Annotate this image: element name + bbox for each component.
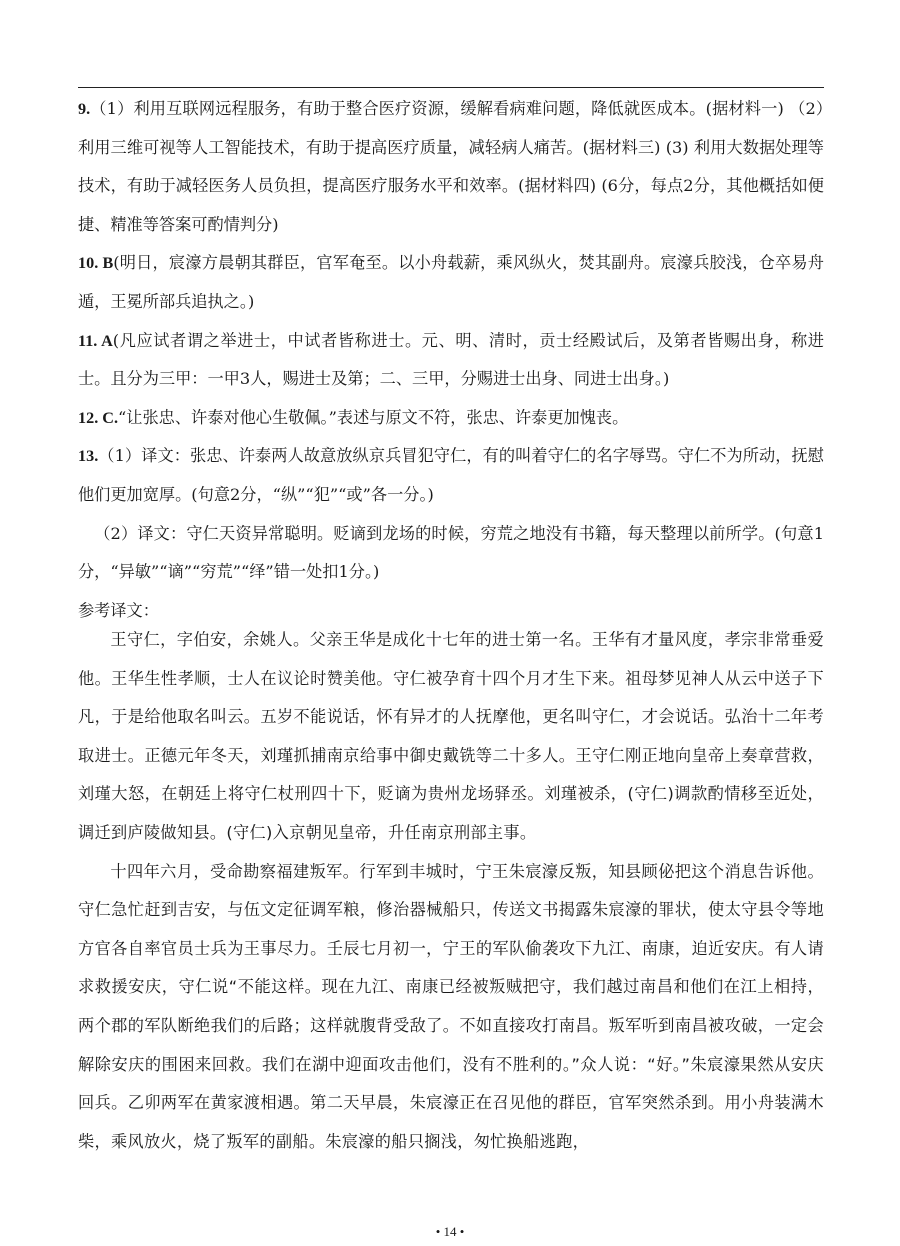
question-number: 13. [78,447,99,466]
answer-q10 [78,244,824,321]
answer-q12 [78,399,824,438]
answer-key-section [78,90,824,630]
answer-text: (凡应试者谓之举进士，中试者皆称进士。元、明、清时，贡士经殿试后，及第者皆赐出身，称进士。且分为三甲：一甲3人，赐进士及第；二、三甲，分赐进士出身、同进士出身。) [78,330,824,389]
answer-text: （1）利用互联网远程服务，有助于整合医疗资源，缓解看病难问题，降低就医成本。(据材料一) （2）利用三维可视等人工智能技术，有助于提高医疗质量，减轻病人痛苦。(据材料三) (3) 利用大数据处理等技术，有助于减轻医务人员负担，提高医疗服务水平和效率。(据材料四) (6分，每点2分，其他概括如便捷、精准等答案可酌情判分) [78,99,824,234]
reference-translation-title: 参考译文： [78,600,159,620]
reference-translation [78,621,824,1161]
page-number: • 14 • [435,1224,465,1239]
answer-q11 [78,322,824,399]
question-number: 11. A [78,331,113,350]
translation-paragraph: 十四年六月，受命勘察福建叛军。行军到丰城时，宁王朱宸濠反叛，知县顾佖把这个消息告诉他。守仁急忙赶到吉安，与伍文定征调军粮，修治器械船只，传送文书揭露朱宸濠的罪状，使太守县令等地方官各自率官员士兵为王事尽力。壬辰七月初一，宁王的军队偷袭攻下九江、南康，迫近安庆。有人请求救援安庆，守仁说“不能这样。现在九江、南康已经被叛贼把守，我们越过南昌和他们在江上相持，两个郡的军队断绝我们的后路；这样就腹背受敌了。不如直接攻打南昌。叛军听到南昌被攻破，一定会解除安庆的围困来回救。我们在湖中迎面攻击他们，没有不胜利的。”众人说：“好。”朱宸濠果然从安庆回兵。乙卯两军在黄家渡相遇。第二天早晨，朱宸濠正在召见他的群臣，官军突然杀到。用小舟装满木柴，乘风放火，烧了叛军的副船。朱宸濠的船只搁浅，匆忙换船逃跑， [78,861,824,1151]
answer-text: “让张忠、许泰对他心生敬佩。”表述与原文不符，张忠、许泰更加愧丧。 [118,407,629,427]
answer-q9 [78,90,824,244]
translation-paragraph: 王守仁，字伯安，余姚人。父亲王华是成化十七年的进士第一名。王华有才量风度，孝宗非常垂爱他。王华生性孝顺，士人在议论时赞美他。守仁被孕育十四个月才生下来。祖母梦见神人从云中送子下凡，于是给他取名叫云。五岁不能说话，怀有异才的人抚摩他，更名叫守仁，才会说话。弘治十二年考取进士。正德元年冬天，刘瑾抓捕南京给事中御史戴铣等二十多人。王守仁刚正地向皇帝上奏章营救，刘瑾大怒，在朝廷上将守仁杖刑四十下，贬谪为贵州龙场驿丞。刘瑾被杀，(守仁)调款酌情移至近处，调迁到庐陵做知县。(守仁)入京朝见皇帝，升任南京刑部主事。 [78,630,824,842]
answer-text: (明日，宸濠方晨朝其群臣，官军奄至。以小舟载薪，乘风纵火，焚其副舟。宸濠兵胶浅，仓卒易舟遁，王冕所部兵追执之。) [78,253,824,311]
header-rule [78,87,824,88]
answer-text: （1）译文：张忠、许泰两人故意放纵京兵冒犯守仁，有的叫着守仁的名字辱骂。守仁不为所动，抚慰他们更加宽厚。(句意2分，“纵”“犯”“或”各一分。) [78,446,824,504]
answer-q13-part2: （2）译文：守仁天资异常聪明。贬谪到龙场的时候，穷荒之地没有书籍，每天整理以前所学。(句意1分，“异敏”“谪”“穷荒”“绎”错一处扣1分。) [78,523,824,582]
question-number: 10. B [78,254,114,273]
question-number: 12. C. [78,408,119,427]
question-number: 9. [78,100,91,118]
answer-q13-part1 [78,437,824,514]
